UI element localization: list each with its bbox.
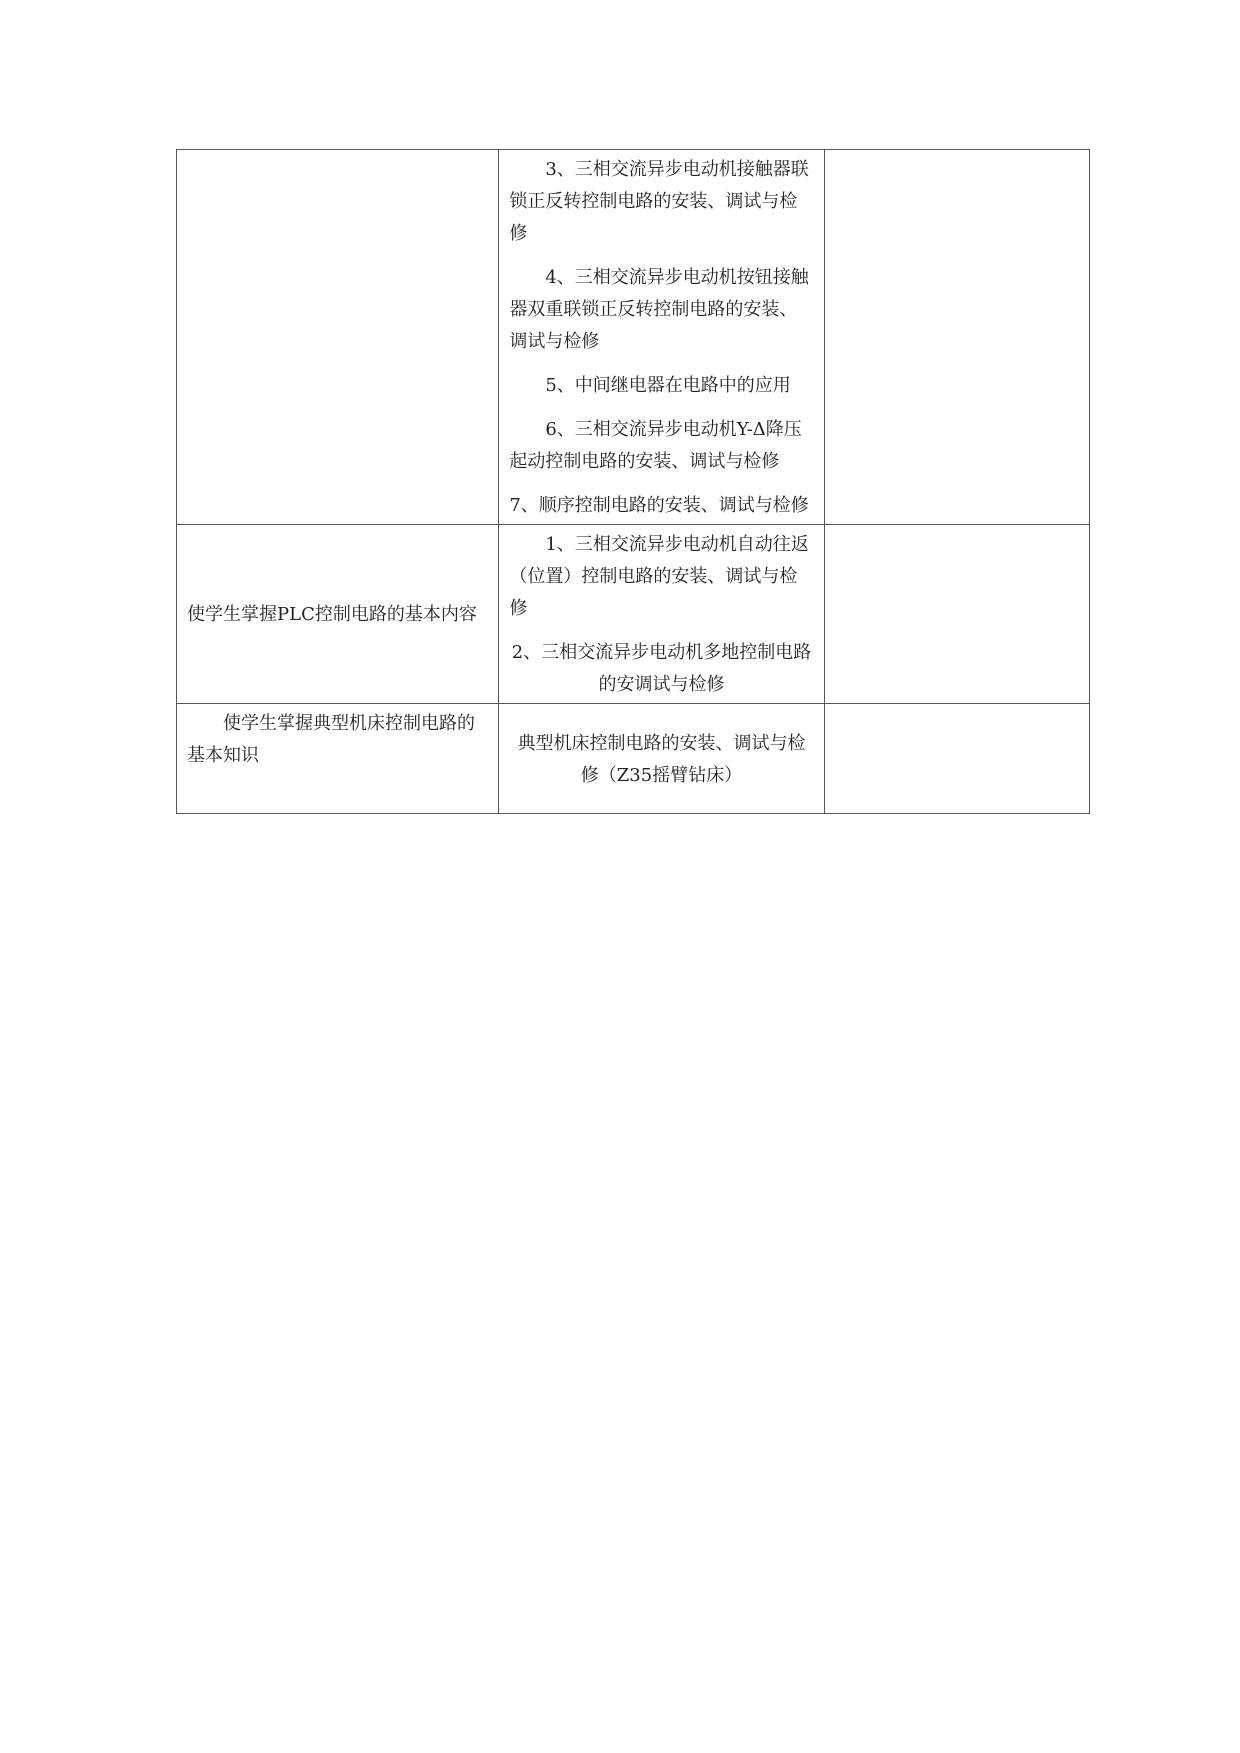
content-item: 4、三相交流异步电动机按钮接触器双重联锁正反转控制电路的安装、调试与检修 xyxy=(509,267,809,352)
note-cell xyxy=(824,525,1089,704)
content-cell xyxy=(499,704,824,814)
table-row xyxy=(177,150,1090,525)
content-item: 5、中间继电器在电路中的应用 xyxy=(545,375,791,396)
objective-cell xyxy=(177,150,499,525)
note-text xyxy=(825,150,1089,156)
content-item: 典型机床控制电路的安装、调试与检修（Z35摇臂钻床） xyxy=(517,732,806,786)
content-cell xyxy=(499,525,824,704)
content-item: 2、三相交流异步电动机多地控制电路的安调试与检修 xyxy=(511,642,812,695)
content-cell xyxy=(499,150,824,525)
objective-text xyxy=(177,150,498,156)
content-item: 6、三相交流异步电动机Y-Δ降压起动控制电路的安装、调试与检修 xyxy=(509,419,802,472)
objective-cell xyxy=(177,525,499,704)
curriculum-table xyxy=(176,149,1090,814)
table-row xyxy=(177,525,1090,704)
content-item: 1、三相交流异步电动机自动往返（位置）控制电路的安装、调试与检修 xyxy=(509,534,809,619)
table-row xyxy=(177,704,1090,814)
content-item: 3、三相交流异步电动机接触器联锁正反转控制电路的安装、调试与检修 xyxy=(509,159,809,244)
note-text xyxy=(825,525,1089,531)
objective-cell xyxy=(177,704,499,814)
note-cell xyxy=(824,704,1089,814)
objective-text: 使学生掌握PLC控制电路的基本内容 xyxy=(187,604,477,625)
content-item: 7、顺序控制电路的安装、调试与检修 xyxy=(509,495,809,516)
objective-text: 使学生掌握典型机床控制电路的基本知识 xyxy=(187,713,475,766)
note-text xyxy=(825,704,1089,710)
note-cell xyxy=(824,150,1089,525)
